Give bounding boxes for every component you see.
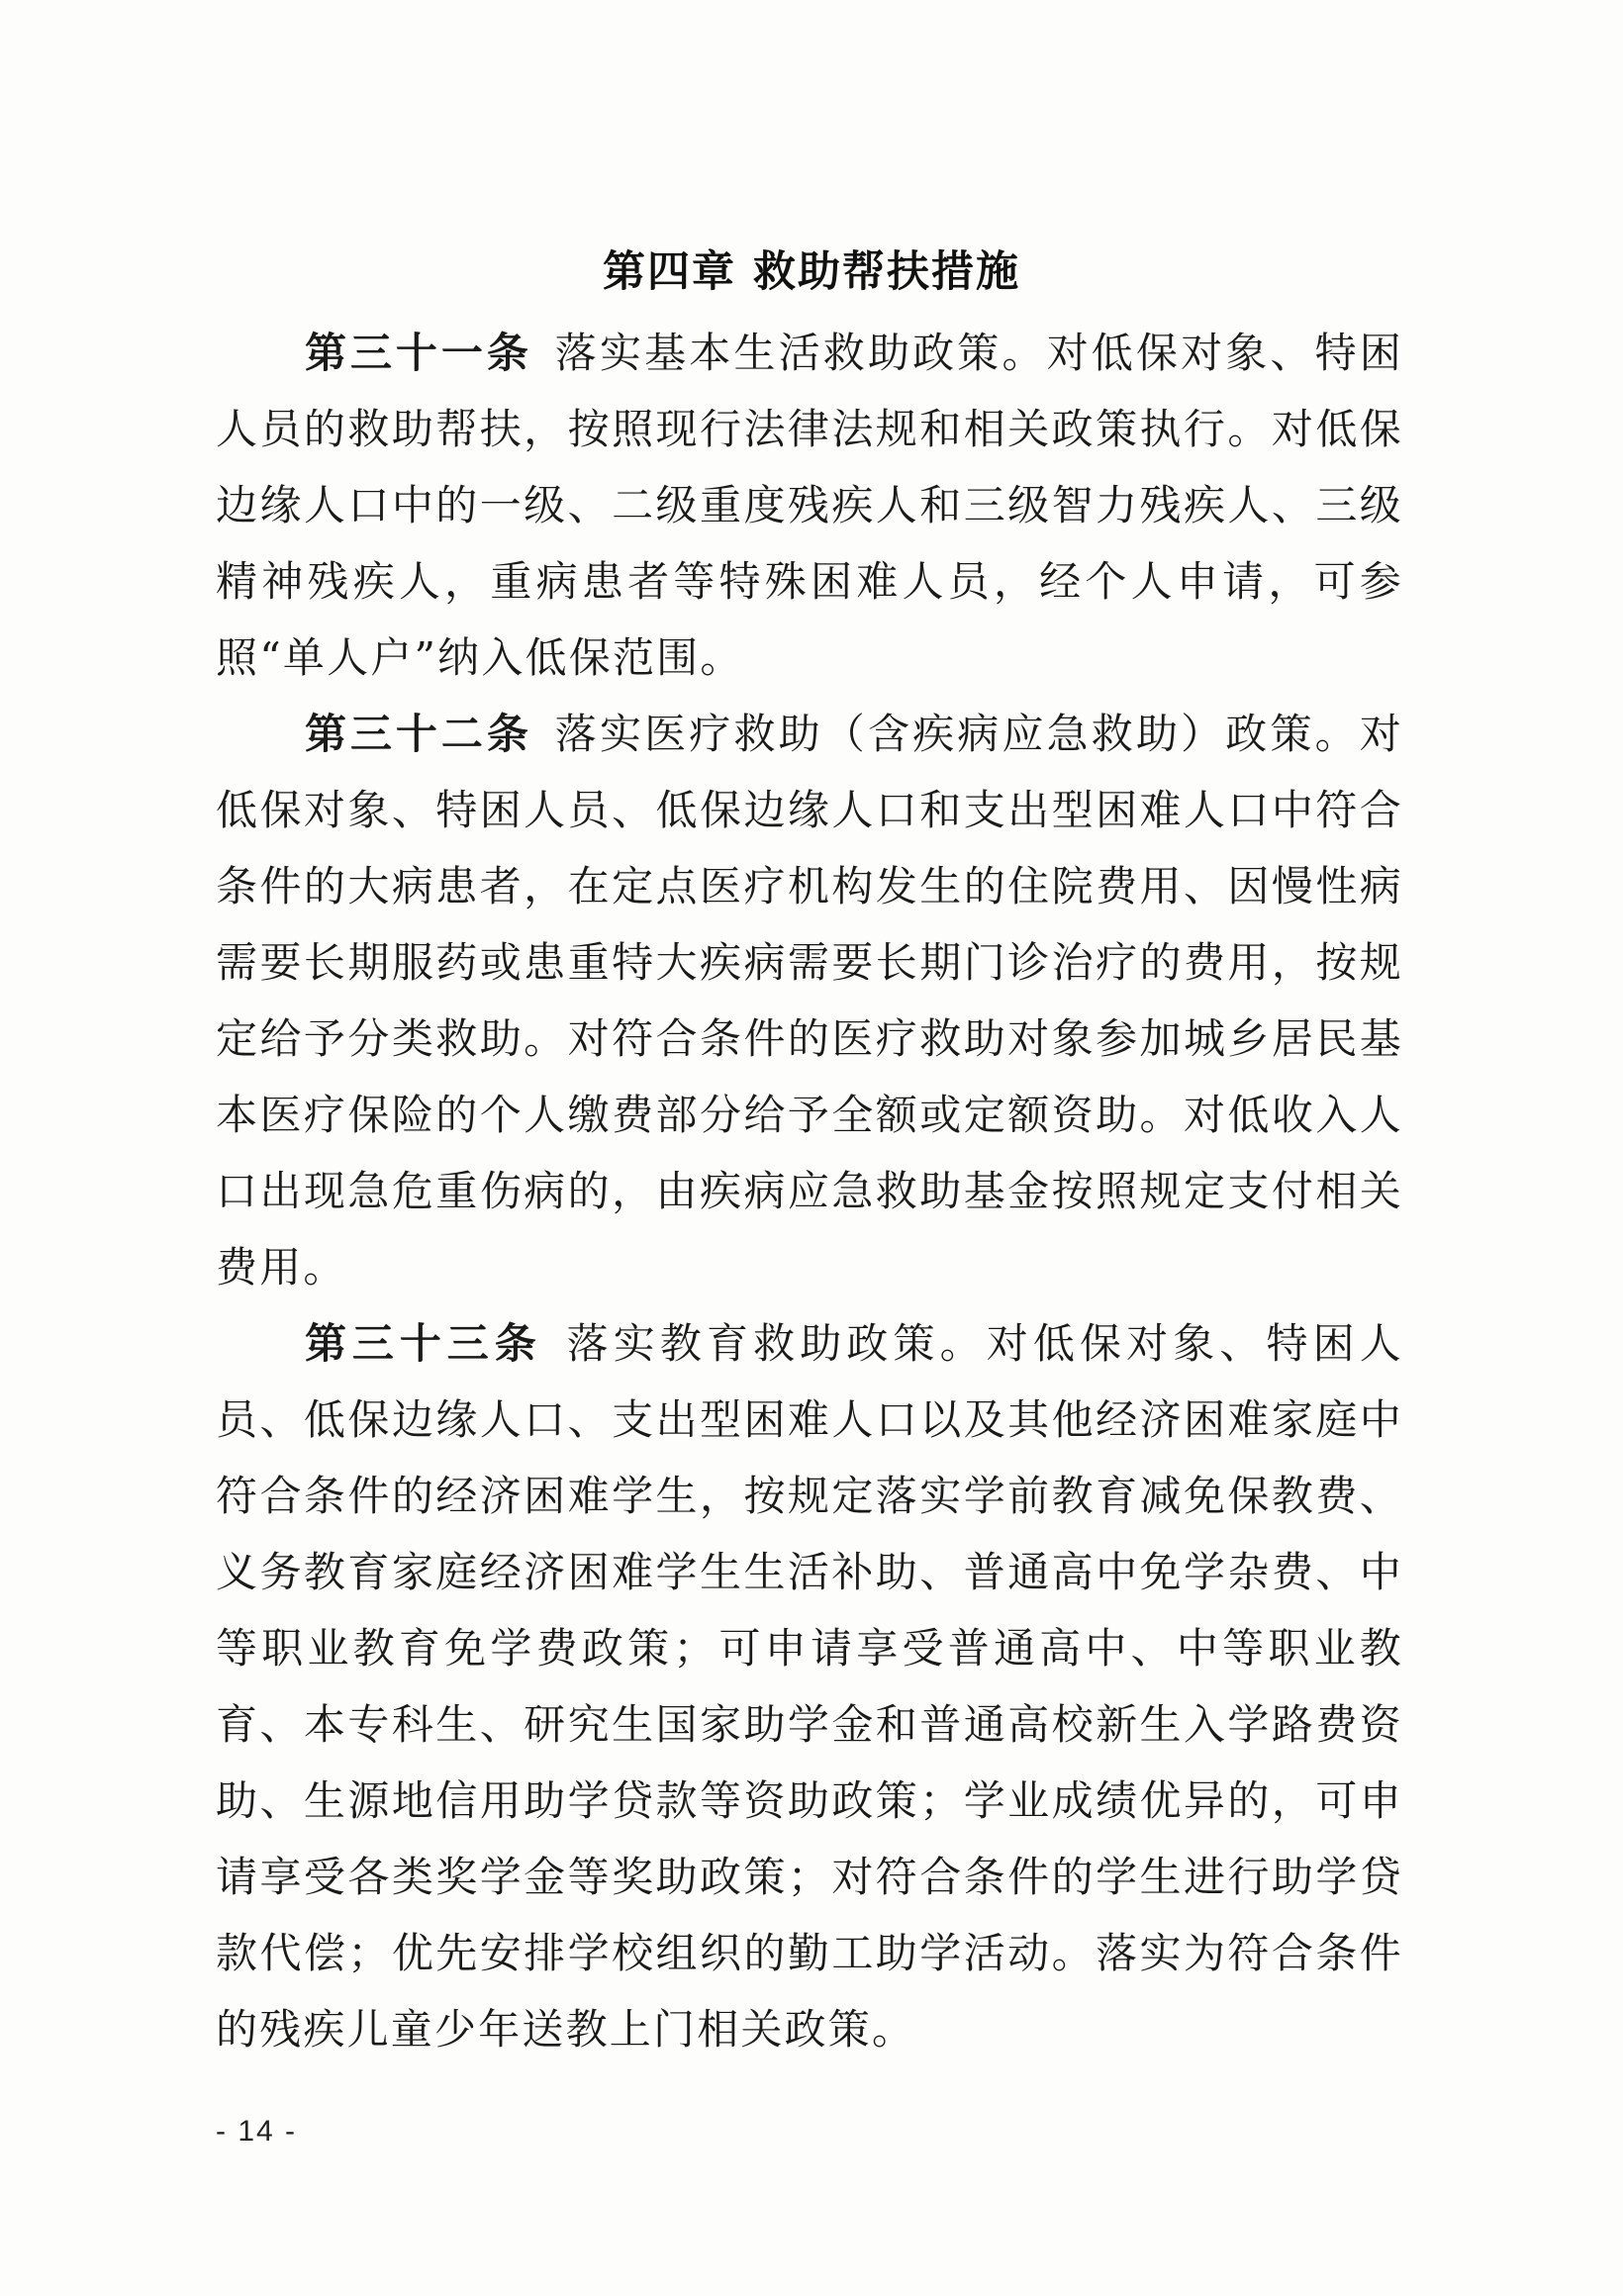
chapter-title: 第四章 救助帮扶措施: [603, 247, 1020, 297]
article-heading: 第三十二条: [305, 710, 532, 758]
article-text: 落实医疗救助（含疾病应急救助）政策。对低保对象、特困人员、低保边缘人口和支出型困难人口中符合条件的大病患者，在定点医疗机构发生的住院费用、因慢性病需要长期服药或患重特大疾病需要长期门诊治疗的费用，按规定给予分类救助。对符合条件的医疗救助对象参加城乡居民基本医疗保险的个人缴费部分给予全额或定额资助。对低收入人口出现急危重伤病的，由疾病应急救助基金按照规定支付相关费用。: [216, 710, 1403, 1292]
article-heading: 第三十三条: [305, 1319, 542, 1368]
article-heading: 第三十一条: [305, 329, 532, 377]
document-body: [216, 315, 1403, 2067]
page-number: - 14 -: [216, 2115, 298, 2148]
article-31: [216, 315, 1403, 696]
article-33: [216, 1305, 1403, 2067]
article-text: 落实基本生活救助政策。对低保对象、特困人员的救助帮扶，按照现行法律法规和相关政策执行。对低保边缘人口中的一级、二级重度残疾人和三级智力残疾人、三级精神残疾人，重病患者等特殊困难人员，经个人申请，可参照“单人户”纳入低保范围。: [216, 329, 1403, 682]
article-32: [216, 696, 1403, 1305]
article-text: 落实教育救助政策。对低保对象、特困人员、低保边缘人口、支出型困难人口以及其他经济困难家庭中符合条件的经济困难学生，按规定落实学前教育减免保教费、义务教育家庭经济困难学生生活补助、普通高中免学杂费、中等职业教育免学费政策；可申请享受普通高中、中等职业教育、本专科生、研究生国家助学金和普通高校新生入学路费资助、生源地信用助学贷款等资助政策；学业成绩优异的，可申请享受各类奖学金等奖助政策；对符合条件的学生进行助学贷款代偿；优先安排学校组织的勤工助学活动。落实为符合条件的残疾儿童少年送教上门相关政策。: [216, 1319, 1403, 2054]
